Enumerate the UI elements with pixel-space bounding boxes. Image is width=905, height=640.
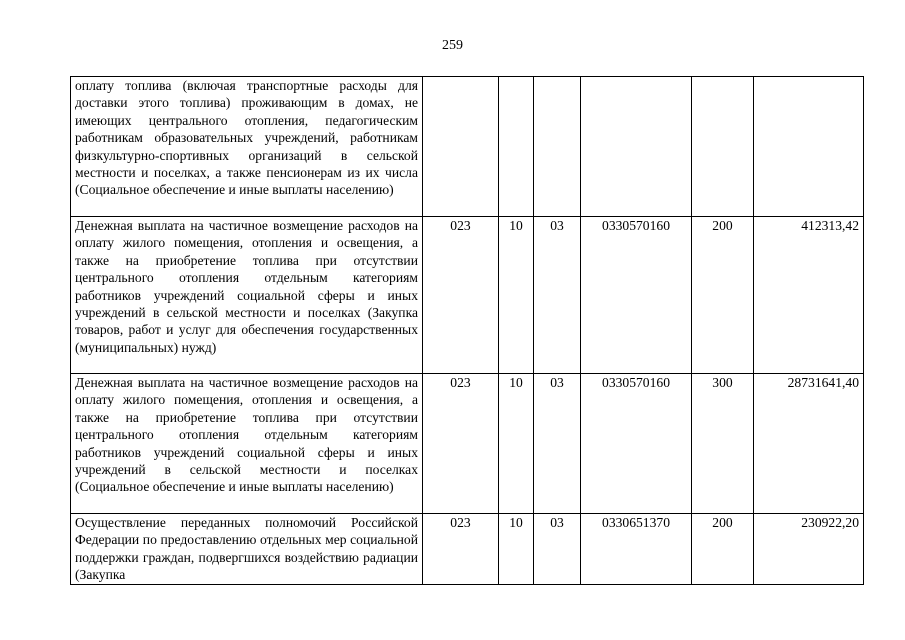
row-ministry-code bbox=[423, 77, 499, 217]
row-amount: 230922,20 bbox=[754, 514, 864, 585]
row-description: Денежная выплата на частичное возмещение расходов на оплату жилого помещения, отопления и освещения, а также на приобретение топлива при отсутствии центрального отопления отдельным категориям работников учреждений социальной сферы и иных учреждений в сельской местности и поселках (Социальное обеспечение и иные выплаты населению) bbox=[71, 374, 423, 514]
row-expense-type: 300 bbox=[692, 374, 754, 514]
table-row bbox=[71, 77, 864, 217]
row-amount: 28731641,40 bbox=[754, 374, 864, 514]
table-row bbox=[71, 514, 864, 585]
row-description: Денежная выплата на частичное возмещение расходов на оплату жилого помещения, отопления и освещения, а также на приобретение топлива при отсутствии центрального отопления отдельным категориям работников учреждений социальной сферы и иных учреждений в сельской местности и поселках (Закупка товаров, работ и услуг для обеспечения государственных (муниципальных) нужд) bbox=[71, 217, 423, 374]
row-ministry-code: 023 bbox=[423, 374, 499, 514]
row-section-code: 10 bbox=[499, 217, 534, 374]
row-ministry-code: 023 bbox=[423, 217, 499, 374]
row-section-code: 10 bbox=[499, 374, 534, 514]
row-expense-type: 200 bbox=[692, 514, 754, 585]
row-ministry-code: 023 bbox=[423, 514, 499, 585]
row-description: Осуществление переданных полномочий Российской Федерации по предоставлению отдельных мер социальной поддержки граждан, подвергшихся воздействию радиации (Закупка bbox=[71, 514, 423, 585]
row-subsection-code: 03 bbox=[534, 374, 581, 514]
row-section-code bbox=[499, 77, 534, 217]
table-row bbox=[71, 217, 864, 374]
row-section-code: 10 bbox=[499, 514, 534, 585]
budget-table bbox=[70, 76, 864, 585]
row-subsection-code: 03 bbox=[534, 217, 581, 374]
row-subsection-code bbox=[534, 77, 581, 217]
row-amount: 412313,42 bbox=[754, 217, 864, 374]
row-expense-type bbox=[692, 77, 754, 217]
page-number: 259 bbox=[442, 38, 463, 53]
row-expense-type: 200 bbox=[692, 217, 754, 374]
row-amount bbox=[754, 77, 864, 217]
row-target-article: 0330570160 bbox=[581, 374, 692, 514]
row-subsection-code: 03 bbox=[534, 514, 581, 585]
row-description: оплату топлива (включая транспортные расходы для доставки этого топлива) проживающим в домах, не имеющих центрального отопления, педагогическим работникам образовательных учреждений, работникам физкультурно-спортивных организаций в сельской местности и поселках, а также пенсионерам из их числа (Социальное обеспечение и иные выплаты населению) bbox=[71, 77, 423, 217]
row-target-article: 0330570160 bbox=[581, 217, 692, 374]
row-target-article: 0330651370 bbox=[581, 514, 692, 585]
table-row bbox=[71, 374, 864, 514]
row-target-article bbox=[581, 77, 692, 217]
